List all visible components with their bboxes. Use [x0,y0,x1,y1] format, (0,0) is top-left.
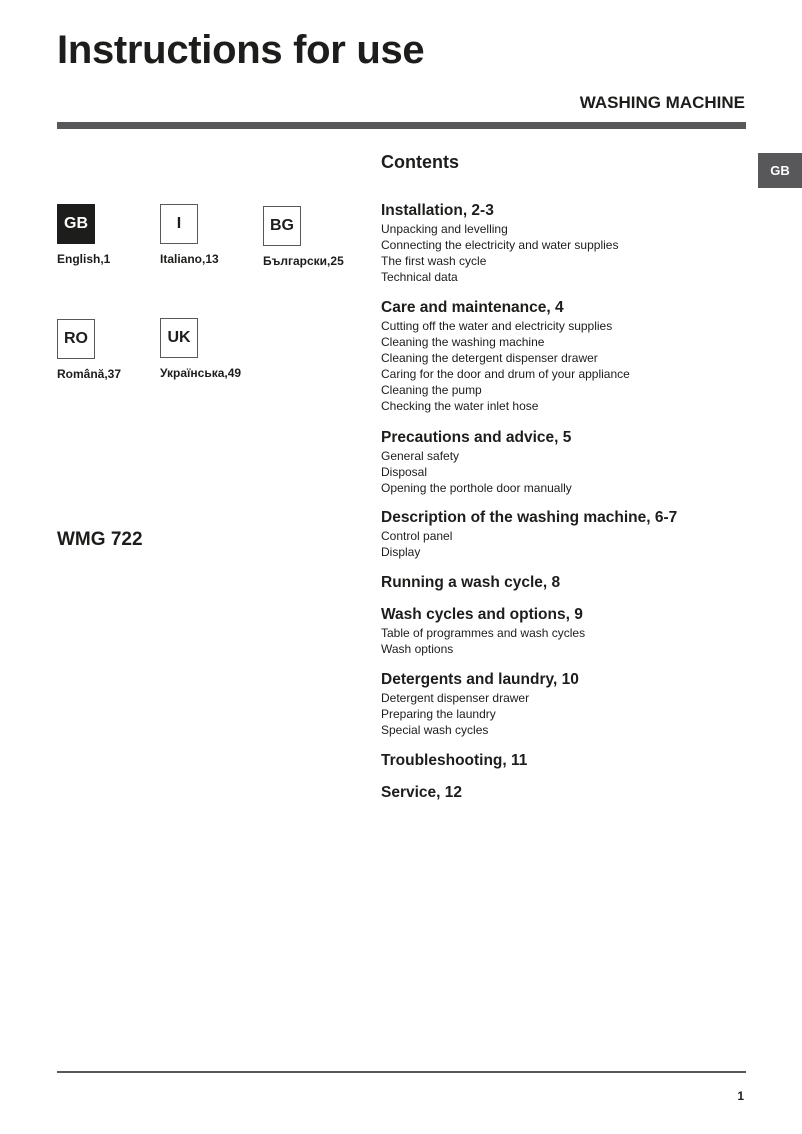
toc-section-title[interactable]: Troubleshooting, 11 [381,752,528,769]
model-number: WMG 722 [57,529,143,550]
language-entry-bg[interactable] [263,206,373,268]
toc-section-title[interactable]: Installation, 2-3 [381,202,494,219]
language-label: Italiano,13 [160,252,219,266]
toc-section-precautions [381,428,751,496]
toc-section-care [381,298,751,415]
toc-item[interactable]: Unpacking and levelling [381,222,508,236]
toc-item[interactable]: Connecting the electricity and water supplies [381,238,619,253]
language-label: Български,25 [263,254,344,268]
toc-section-running [381,573,751,592]
toc-section-service [381,783,751,802]
toc-section-title[interactable]: Running a wash cycle, 8 [381,574,561,591]
toc-item-list [381,690,751,738]
toc-item[interactable]: Technical data [381,270,458,285]
toc-section-title[interactable]: Service, 12 [381,784,463,801]
toc-section-installation [381,201,751,285]
language-code-badge[interactable]: RO [57,319,95,359]
toc-item[interactable]: Checking the water inlet hose [381,399,539,414]
language-entry-uk[interactable] [160,318,270,380]
toc-item-list [381,448,751,496]
toc-item-list [381,221,751,285]
language-label: Română,37 [57,367,122,381]
toc-item[interactable]: Detergent dispenser drawer [381,691,530,705]
language-entry-gb[interactable] [57,204,167,266]
toc-section-title[interactable]: Wash cycles and options, 9 [381,606,583,623]
product-type-heading: WASHING MACHINE [579,93,745,112]
language-code-badge[interactable]: UK [160,318,198,358]
toc-item[interactable]: Preparing the laundry [381,707,496,722]
toc-item[interactable]: Control panel [381,529,453,543]
toc-item-list [381,318,751,415]
page-number: 1 [737,1089,744,1103]
toc-item[interactable]: Display [381,545,421,560]
toc-item[interactable]: General safety [381,449,460,463]
toc-section-detergents [381,670,751,738]
language-label: Українська,49 [160,366,242,380]
toc-item[interactable]: Table of programmes and wash cycles [381,626,586,640]
language-label: English,1 [57,252,111,266]
toc-item[interactable]: Caring for the door and drum of your appliance [381,367,630,382]
toc-item[interactable]: Disposal [381,465,428,480]
toc-item[interactable]: Cleaning the washing machine [381,335,545,350]
toc-item[interactable]: Wash options [381,642,454,657]
header-divider [57,122,746,129]
toc-item-list [381,528,751,560]
toc-item[interactable]: Cutting off the water and electricity supplies [381,319,613,333]
toc-section-title[interactable]: Description of the washing machine, 6-7 [381,509,678,526]
toc-section-title[interactable]: Precautions and advice, 5 [381,429,572,446]
toc-section-description [381,508,751,560]
contents-heading: Contents [381,152,459,172]
language-code-badge[interactable]: GB [57,204,95,244]
language-code-badge[interactable]: I [160,204,198,244]
toc-item[interactable]: Special wash cycles [381,723,489,738]
footer-divider [57,1071,746,1073]
toc-section-wash-cycles [381,605,751,657]
language-entry-ro[interactable] [57,319,167,381]
toc-section-troubleshooting [381,751,751,770]
toc-section-title[interactable]: Care and maintenance, 4 [381,299,564,316]
toc-item-list [381,625,751,657]
toc-item[interactable]: The first wash cycle [381,254,487,269]
toc-section-title[interactable]: Detergents and laundry, 10 [381,671,579,688]
language-entry-i[interactable] [160,204,270,266]
toc-item[interactable]: Cleaning the detergent dispenser drawer [381,351,598,366]
toc-item[interactable]: Opening the porthole door manually [381,481,572,496]
language-code-badge[interactable]: BG [263,206,301,246]
page-title: Instructions for use [57,28,425,72]
language-side-tab: GB [758,153,802,188]
toc-item[interactable]: Cleaning the pump [381,383,482,398]
